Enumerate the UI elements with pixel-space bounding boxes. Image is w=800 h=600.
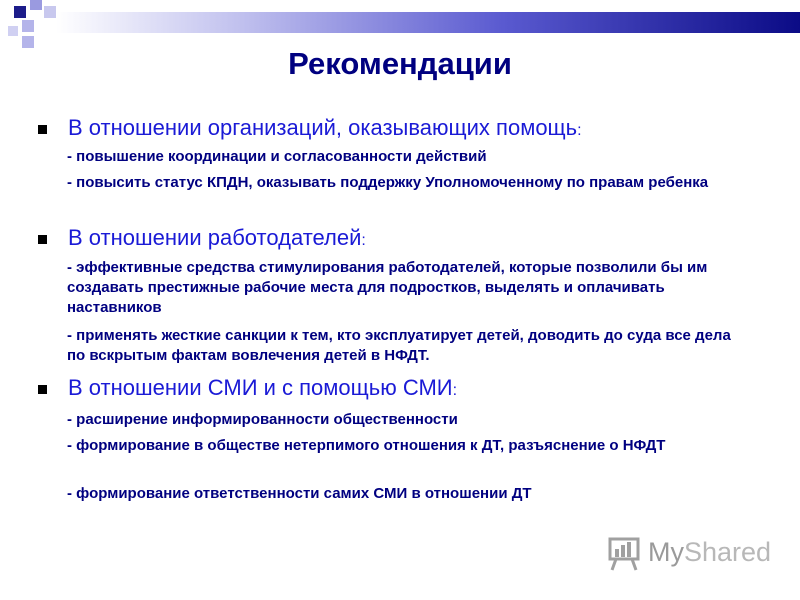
section-heading xyxy=(68,225,366,251)
heading-colon: : xyxy=(452,382,458,399)
list-item: - формирование в обществе нетерпимого отношения к ДТ, разъяснение о НФДТ xyxy=(67,437,666,454)
watermark-text: MyShared xyxy=(648,537,772,567)
corner-square-light-4 xyxy=(8,26,18,36)
section-heading-text: В отношении работодателей xyxy=(68,225,362,250)
section-heading-text: В отношении СМИ и с помощью СМИ xyxy=(68,375,453,400)
heading-colon: : xyxy=(577,122,582,139)
list-item: - повысить статус КПДН, оказывать поддержку Уполномоченному по правам ребенка xyxy=(67,174,709,191)
corner-square-light-2 xyxy=(44,6,56,18)
list-item: - применять жесткие санкции к тем, кто эксплуатирует детей, доводить до суда все дела по вскрытым фактам вовлечения детей в НФДТ. xyxy=(67,327,731,364)
list-item: - повышение координации и согласованности действий xyxy=(67,148,487,165)
section-heading-text: В отношении организаций, оказывающих помощь xyxy=(68,115,578,140)
list-item: - расширение информированности общественности xyxy=(67,411,458,428)
top-gradient-bar xyxy=(56,12,800,33)
bullet-square-icon xyxy=(38,235,47,244)
section-heading xyxy=(68,375,457,401)
list-item: - формирование ответственности самих СМИ в отношении ДТ xyxy=(67,485,532,502)
bullet-square-icon xyxy=(38,385,47,394)
corner-square-dark-1 xyxy=(14,6,26,18)
list-item: - эффективные средства стимулирования работодателей, которые позволили бы им создавать престижные рабочие места для подростков, выделять и оплачивать наставников xyxy=(67,259,708,316)
slide-title: Рекомендации xyxy=(288,46,512,81)
heading-colon: : xyxy=(361,232,366,249)
bullet-square-icon xyxy=(38,125,47,134)
section-heading xyxy=(68,115,582,141)
presentation-board-icon xyxy=(606,537,642,571)
corner-square-light-1 xyxy=(30,0,42,10)
corner-square-light-3 xyxy=(22,20,34,32)
watermark-logo xyxy=(606,537,772,571)
